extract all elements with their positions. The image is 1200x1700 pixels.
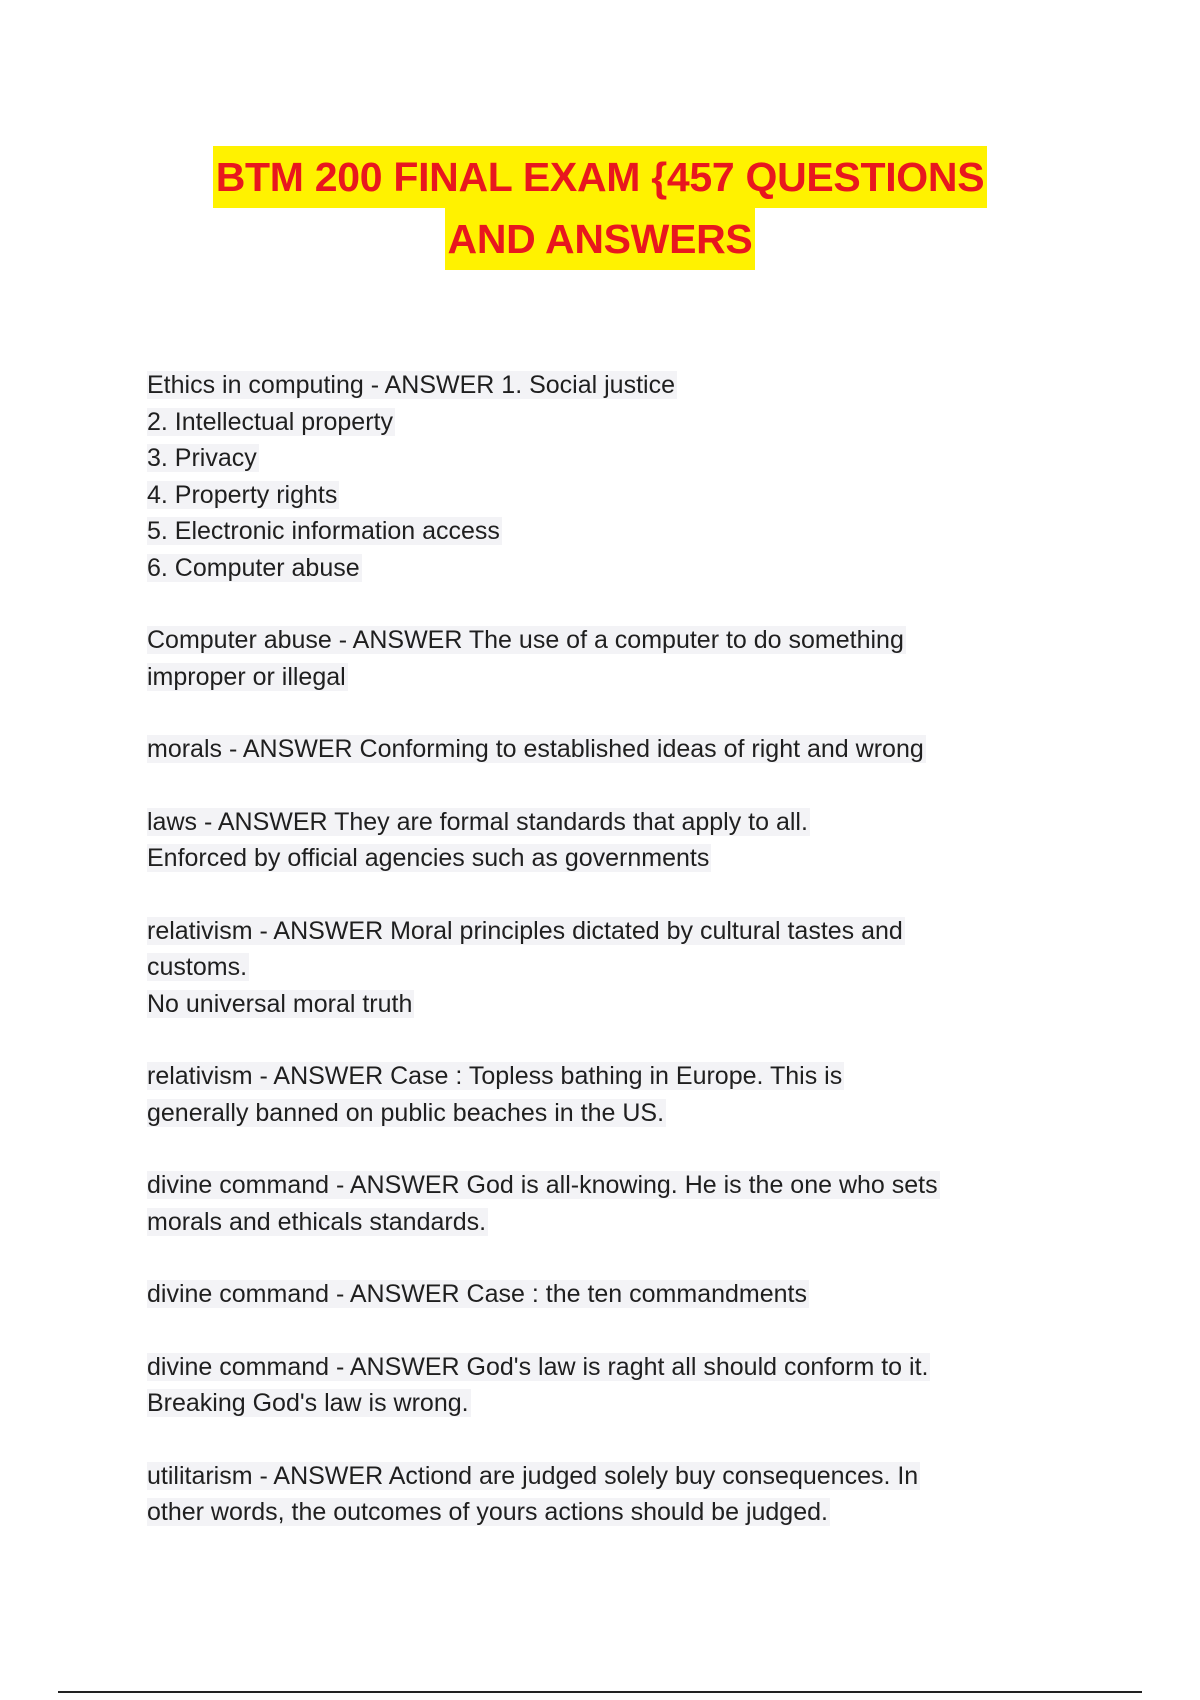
qa-line <box>147 1458 1067 1495</box>
qa-text: 2. Intellectual property <box>147 407 393 436</box>
qa-text: customs. <box>147 953 248 981</box>
qa-text: Enforced by official agencies such as governments <box>147 844 710 872</box>
qa-entry-divine-command-2 <box>147 1276 1067 1313</box>
qa-text: Breaking God's law is wrong. <box>147 1389 469 1417</box>
qa-entry-relativism-2 <box>147 1058 1067 1131</box>
qa-line <box>147 840 1067 877</box>
qa-text: divine command - ANSWER Case : the ten commandments <box>147 1280 807 1308</box>
qa-line <box>147 550 1067 587</box>
qa-line <box>147 513 1067 550</box>
qa-line <box>147 367 1067 404</box>
qa-text: improper or illegal <box>147 662 346 691</box>
qa-line <box>147 1204 1067 1241</box>
qa-line <box>147 1058 1067 1095</box>
qa-text: 3. Privacy <box>147 444 257 472</box>
qa-entry-computer-abuse <box>147 622 1067 695</box>
qa-text: relativism - ANSWER Moral principles dictated by cultural tastes and <box>147 916 903 945</box>
qa-line <box>147 949 1067 986</box>
qa-text: morals and ethicals standards. <box>147 1207 487 1236</box>
qa-text: No universal moral truth <box>147 989 413 1018</box>
qa-text: utilitarism - ANSWER Actiond are judged solely buy consequences. In <box>147 1461 919 1490</box>
qa-line <box>147 659 1067 696</box>
qa-entry-morals <box>147 731 1067 768</box>
title-line-2: AND ANSWERS <box>445 208 756 270</box>
qa-text: divine command - ANSWER God's law is raght all should conform to it. <box>147 1352 929 1381</box>
qa-entry-utilitarism <box>147 1458 1067 1531</box>
qa-line <box>147 986 1067 1023</box>
qa-line <box>147 913 1067 950</box>
bottom-divider <box>58 1691 1142 1693</box>
qa-text: laws - ANSWER They are formal standards that apply to all. <box>147 807 808 836</box>
qa-line <box>147 1385 1067 1422</box>
qa-line <box>147 1276 1067 1313</box>
document-title <box>0 146 1200 270</box>
qa-text: Computer abuse - ANSWER The use of a computer to do something <box>147 626 904 654</box>
qa-line <box>147 1167 1067 1204</box>
qa-entry-divine-command-1 <box>147 1167 1067 1240</box>
qa-text: 6. Computer abuse <box>147 553 360 582</box>
qa-text: 5. Electronic information access <box>147 517 500 545</box>
qa-line <box>147 404 1067 441</box>
qa-text: divine command - ANSWER God is all-knowing. He is the one who sets <box>147 1171 938 1199</box>
qa-line <box>147 731 1067 768</box>
qa-text: generally banned on public beaches in the US. <box>147 1098 665 1127</box>
qa-line <box>147 1095 1067 1132</box>
qa-text: relativism - ANSWER Case : Topless bathing in Europe. This is <box>147 1062 843 1090</box>
qa-entry-relativism-1 <box>147 913 1067 1023</box>
qa-entry-divine-command-3 <box>147 1349 1067 1422</box>
qa-text: morals - ANSWER Conforming to established ideas of right and wrong <box>147 735 924 763</box>
qa-text: other words, the outcomes of yours actions should be judged. <box>147 1498 828 1526</box>
qa-line <box>147 440 1067 477</box>
qa-line <box>147 622 1067 659</box>
qa-line <box>147 1349 1067 1386</box>
qa-text: Ethics in computing - ANSWER 1. Social justice <box>147 371 675 399</box>
qa-line <box>147 1494 1067 1531</box>
qa-line <box>147 477 1067 514</box>
qa-text: 4. Property rights <box>147 480 338 509</box>
title-line-1: BTM 200 FINAL EXAM {457 QUESTIONS <box>213 146 988 208</box>
qa-entry-laws <box>147 804 1067 877</box>
qa-line <box>147 804 1067 841</box>
qa-list <box>147 367 1067 1567</box>
qa-entry-ethics-in-computing <box>147 367 1067 586</box>
